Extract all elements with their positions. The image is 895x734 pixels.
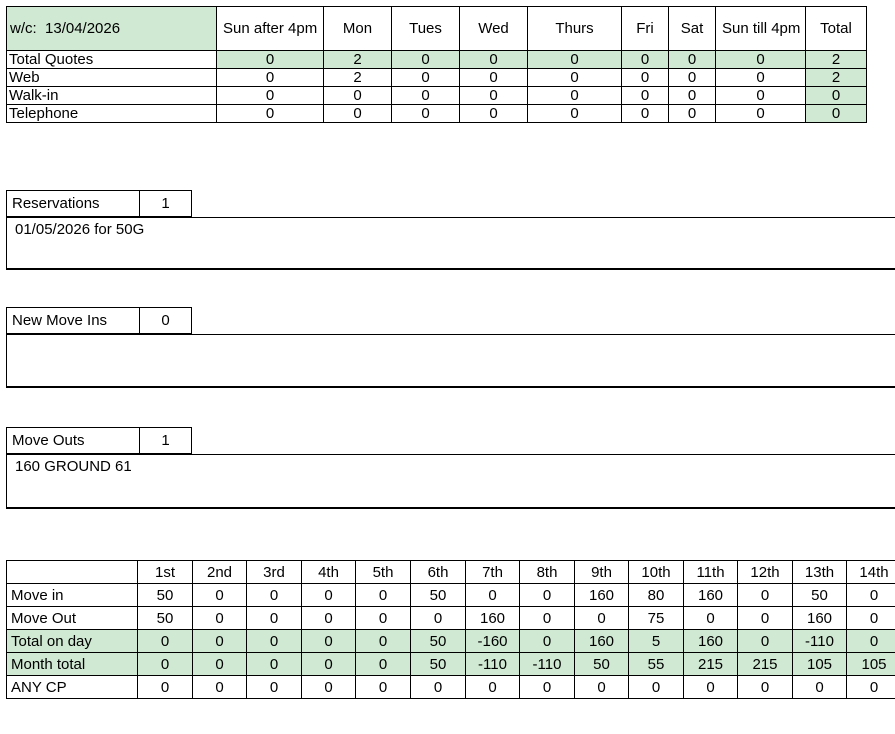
cell: 50 bbox=[411, 630, 466, 653]
cell: 0 bbox=[466, 584, 520, 607]
col-header: 10th bbox=[629, 561, 684, 584]
cell: 0 bbox=[622, 105, 669, 123]
cell: 55 bbox=[629, 653, 684, 676]
cell: 0 bbox=[247, 653, 302, 676]
cell: 80 bbox=[629, 584, 684, 607]
cell: 0 bbox=[217, 51, 324, 69]
cell: 2 bbox=[806, 69, 867, 87]
cell: 0 bbox=[460, 69, 528, 87]
cell: 0 bbox=[392, 51, 460, 69]
cell: 0 bbox=[302, 676, 356, 699]
col-header: 11th bbox=[684, 561, 738, 584]
reservations-label: Reservations bbox=[6, 190, 140, 217]
cell: 0 bbox=[302, 630, 356, 653]
table-row bbox=[7, 87, 867, 105]
week-label: w/c: bbox=[10, 20, 37, 37]
col-header: 9th bbox=[575, 561, 629, 584]
cell: -160 bbox=[466, 630, 520, 653]
cell: 0 bbox=[392, 69, 460, 87]
cell: 0 bbox=[669, 51, 716, 69]
cell: 75 bbox=[629, 607, 684, 630]
cell: 0 bbox=[138, 653, 193, 676]
cell: 0 bbox=[520, 630, 575, 653]
cell: 0 bbox=[684, 676, 738, 699]
cell: 0 bbox=[716, 105, 806, 123]
cell: 0 bbox=[629, 676, 684, 699]
cell: 0 bbox=[193, 676, 247, 699]
cell: 0 bbox=[356, 676, 411, 699]
cell: 0 bbox=[520, 607, 575, 630]
col-header-wed: Wed bbox=[460, 7, 528, 51]
cell: 0 bbox=[138, 676, 193, 699]
cell: 0 bbox=[392, 87, 460, 105]
cell: 0 bbox=[847, 630, 895, 653]
table-row bbox=[7, 69, 867, 87]
cell: 0 bbox=[302, 584, 356, 607]
cell: 160 bbox=[684, 630, 738, 653]
col-header-tues: Tues bbox=[392, 7, 460, 51]
move-ins-text bbox=[6, 334, 895, 388]
cell: 2 bbox=[324, 51, 392, 69]
cell: -110 bbox=[466, 653, 520, 676]
move-outs-count: 1 bbox=[139, 427, 192, 454]
cell: 0 bbox=[847, 607, 895, 630]
cell: 160 bbox=[575, 630, 629, 653]
cell: 0 bbox=[669, 69, 716, 87]
cell: 215 bbox=[738, 653, 793, 676]
cell: 160 bbox=[466, 607, 520, 630]
cell: 0 bbox=[716, 69, 806, 87]
row-label: Web bbox=[7, 69, 217, 87]
cell: 0 bbox=[622, 69, 669, 87]
cell: 0 bbox=[528, 105, 622, 123]
move-outs-text: 160 GROUND 61 bbox=[6, 454, 895, 509]
cell: 0 bbox=[247, 630, 302, 653]
table-row bbox=[7, 607, 895, 630]
cell: 0 bbox=[138, 630, 193, 653]
cell: 0 bbox=[460, 51, 528, 69]
cell: 0 bbox=[738, 630, 793, 653]
col-header-sat: Sat bbox=[669, 7, 716, 51]
cell: 105 bbox=[847, 653, 895, 676]
cell: 0 bbox=[217, 69, 324, 87]
table-row bbox=[7, 676, 895, 699]
cell: 0 bbox=[575, 676, 629, 699]
cell: 0 bbox=[669, 87, 716, 105]
col-header: 7th bbox=[466, 561, 520, 584]
move-ins-label: New Move Ins bbox=[6, 307, 140, 334]
col-header: 5th bbox=[356, 561, 411, 584]
cell: 0 bbox=[793, 676, 847, 699]
cell: 0 bbox=[528, 69, 622, 87]
cell: 160 bbox=[793, 607, 847, 630]
cell: 0 bbox=[217, 105, 324, 123]
daily-table bbox=[6, 560, 895, 699]
row-label: ANY CP bbox=[7, 676, 138, 699]
cell: 0 bbox=[520, 676, 575, 699]
col-header: 12th bbox=[738, 561, 793, 584]
cell: 0 bbox=[847, 676, 895, 699]
col-header-total: Total bbox=[806, 7, 867, 51]
row-label: Telephone bbox=[7, 105, 217, 123]
cell: -110 bbox=[520, 653, 575, 676]
cell: 0 bbox=[716, 51, 806, 69]
cell: 160 bbox=[684, 584, 738, 607]
header-row bbox=[7, 561, 895, 584]
cell: 0 bbox=[460, 105, 528, 123]
move-ins-count: 0 bbox=[139, 307, 192, 334]
quotes-table bbox=[6, 6, 867, 123]
cell: 0 bbox=[528, 51, 622, 69]
cell: 0 bbox=[411, 676, 466, 699]
col-header-mon: Mon bbox=[324, 7, 392, 51]
cell: 50 bbox=[411, 653, 466, 676]
reservations-text: 01/05/2026 for 50G bbox=[6, 217, 895, 270]
col-header: 13th bbox=[793, 561, 847, 584]
table-row bbox=[7, 653, 895, 676]
cell: 2 bbox=[806, 51, 867, 69]
col-header-thurs: Thurs bbox=[528, 7, 622, 51]
cell: 0 bbox=[528, 87, 622, 105]
cell: 0 bbox=[217, 87, 324, 105]
col-header: 6th bbox=[411, 561, 466, 584]
cell: 50 bbox=[138, 607, 193, 630]
week-commencing-cell bbox=[7, 7, 217, 51]
cell: 0 bbox=[460, 87, 528, 105]
cell: 0 bbox=[669, 105, 716, 123]
cell: 0 bbox=[247, 607, 302, 630]
col-header: 4th bbox=[302, 561, 356, 584]
cell: 0 bbox=[356, 584, 411, 607]
cell: 0 bbox=[356, 630, 411, 653]
corner-cell bbox=[7, 561, 138, 584]
cell: 50 bbox=[138, 584, 193, 607]
col-header-fri: Fri bbox=[622, 7, 669, 51]
cell: 0 bbox=[193, 584, 247, 607]
cell: 0 bbox=[738, 676, 793, 699]
table-row bbox=[7, 584, 895, 607]
row-label: Month total bbox=[7, 653, 138, 676]
cell: 0 bbox=[520, 584, 575, 607]
table-row bbox=[7, 630, 895, 653]
cell: 0 bbox=[716, 87, 806, 105]
col-header: 3rd bbox=[247, 561, 302, 584]
move-outs-label: Move Outs bbox=[6, 427, 140, 454]
cell: 0 bbox=[466, 676, 520, 699]
row-label: Move in bbox=[7, 584, 138, 607]
cell: 0 bbox=[247, 676, 302, 699]
col-header-sun-till: Sun till 4pm bbox=[716, 7, 806, 51]
cell: 215 bbox=[684, 653, 738, 676]
row-label: Walk-in bbox=[7, 87, 217, 105]
cell: 2 bbox=[324, 69, 392, 87]
col-header: 2nd bbox=[193, 561, 247, 584]
cell: 50 bbox=[411, 584, 466, 607]
cell: 0 bbox=[193, 630, 247, 653]
cell: -110 bbox=[793, 630, 847, 653]
row-label: Move Out bbox=[7, 607, 138, 630]
cell: 50 bbox=[793, 584, 847, 607]
cell: 0 bbox=[806, 87, 867, 105]
table-row bbox=[7, 51, 867, 69]
cell: 0 bbox=[193, 653, 247, 676]
row-label: Total Quotes bbox=[7, 51, 217, 69]
cell: 0 bbox=[356, 653, 411, 676]
cell: 5 bbox=[629, 630, 684, 653]
cell: 0 bbox=[302, 653, 356, 676]
cell: 50 bbox=[575, 653, 629, 676]
cell: 0 bbox=[622, 87, 669, 105]
cell: 0 bbox=[392, 105, 460, 123]
cell: 0 bbox=[411, 607, 466, 630]
col-header: 1st bbox=[138, 561, 193, 584]
reservations-count: 1 bbox=[139, 190, 192, 217]
row-label: Total on day bbox=[7, 630, 138, 653]
cell: 0 bbox=[847, 584, 895, 607]
cell: 0 bbox=[738, 607, 793, 630]
cell: 0 bbox=[356, 607, 411, 630]
cell: 0 bbox=[324, 87, 392, 105]
col-header: 14th bbox=[847, 561, 895, 584]
cell: 0 bbox=[324, 105, 392, 123]
cell: 0 bbox=[302, 607, 356, 630]
col-header-sun-after: Sun after 4pm bbox=[217, 7, 324, 51]
col-header: 8th bbox=[520, 561, 575, 584]
week-date: 13/04/2026 bbox=[45, 20, 121, 37]
cell: 0 bbox=[622, 51, 669, 69]
cell: 160 bbox=[575, 584, 629, 607]
cell: 0 bbox=[806, 105, 867, 123]
cell: 105 bbox=[793, 653, 847, 676]
cell: 0 bbox=[738, 584, 793, 607]
cell: 0 bbox=[193, 607, 247, 630]
cell: 0 bbox=[684, 607, 738, 630]
cell: 0 bbox=[247, 584, 302, 607]
table-row bbox=[7, 105, 867, 123]
cell: 0 bbox=[575, 607, 629, 630]
